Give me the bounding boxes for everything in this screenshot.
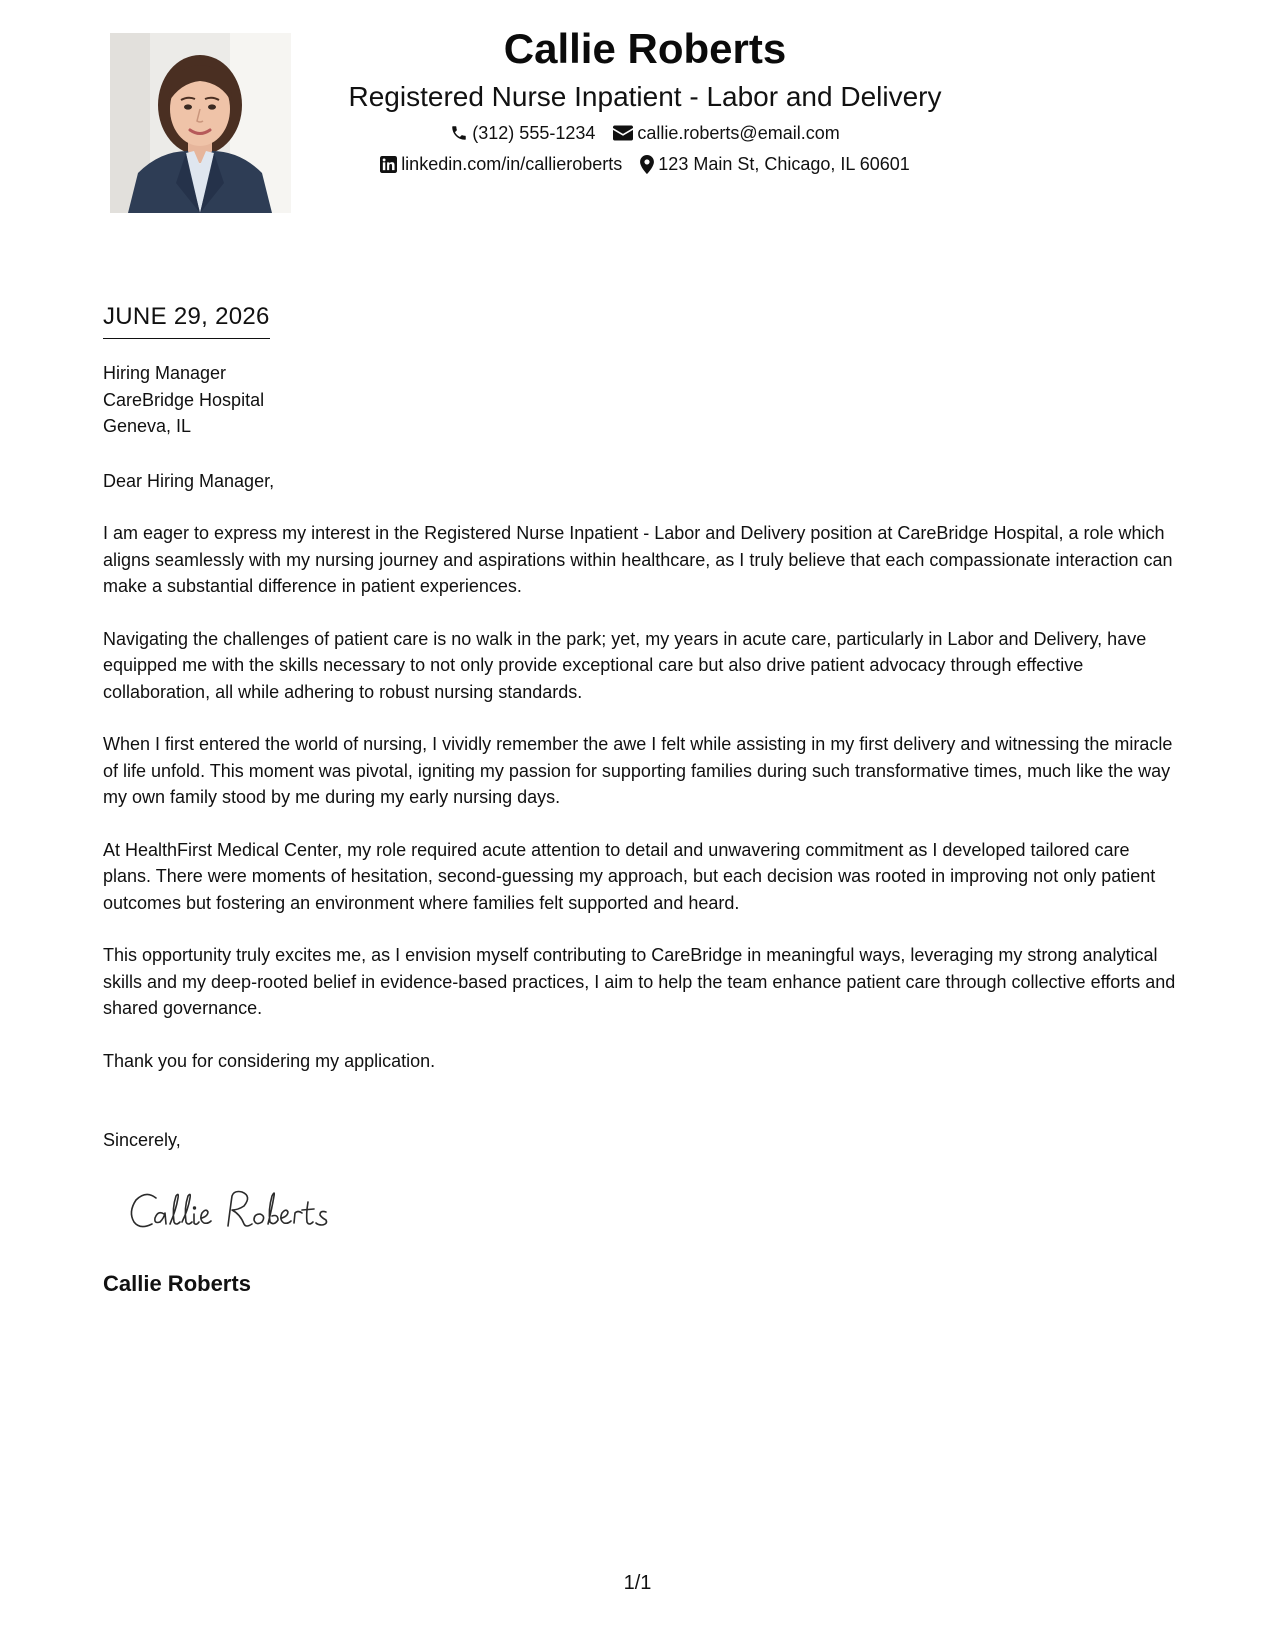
envelope-icon	[613, 125, 633, 141]
phone-icon	[450, 124, 468, 142]
recipient-company: CareBridge Hospital	[103, 389, 265, 410]
address-text: 123 Main St, Chicago, IL 60601	[658, 154, 910, 174]
contact-phone	[450, 121, 595, 145]
letter-body	[103, 360, 1178, 1154]
body-paragraph: At HealthFirst Medical Center, my role required acute attention to detail and unwavering commitment as I developed tailored care plans. There were moments of hesitation, second-guessing my approach, but each decision was rooted in improving not only patient outcomes but fostering an environment where families felt supported and heard.	[103, 839, 1156, 913]
email-link[interactable]: callie.roberts@email.com	[637, 123, 840, 143]
closing-thanks: Thank you for considering my application.	[103, 1050, 436, 1071]
body-paragraph: Navigating the challenges of patient care is no walk in the park; yet, my years in acute care, particularly in Labor and Delivery, have equipped me with the skills necessary to not only provide exceptional care but also drive patient advocacy through effective collaboration, all while adhering to robust nursing standards.	[103, 628, 1147, 702]
recipient-name: Hiring Manager	[103, 363, 227, 383]
phone-number: (312) 555-1234	[472, 123, 596, 143]
signature-drawing	[126, 1180, 356, 1240]
map-marker-icon	[640, 155, 654, 174]
linkedin-link[interactable]: linkedin.com/in/callieroberts	[401, 154, 623, 174]
contact-row-primary	[300, 121, 990, 145]
candidate-name: Callie Roberts	[503, 25, 787, 72]
contact-email[interactable]	[613, 121, 839, 145]
page-number: 1/1	[623, 1572, 652, 1594]
signed-name: Callie Roberts	[103, 1271, 251, 1296]
linkedin-icon	[380, 156, 397, 173]
handwritten-signature	[126, 1180, 356, 1240]
sign-off: Sincerely,	[103, 1130, 181, 1150]
contact-linkedin[interactable]	[380, 152, 622, 176]
recipient-block	[103, 360, 1178, 440]
contact-address	[640, 152, 910, 176]
job-title: Registered Nurse Inpatient - Labor and Delivery	[348, 81, 942, 112]
contact-row-secondary	[300, 152, 990, 176]
portrait-illustration	[110, 33, 291, 213]
body-paragraph: I am eager to express my interest in the Registered Nurse Inpatient - Labor and Delivery position at CareBridge Hospital, a role which aligns seamlessly with my nursing journey and aspirations within healthcare, as I truly believe that each compassionate interaction can make a substantial difference in patient experiences.	[103, 523, 1173, 596]
recipient-location: Geneva, IL	[103, 416, 192, 436]
letter-date: JUNE 29, 2026	[103, 302, 270, 339]
profile-photo	[110, 33, 291, 213]
body-paragraph: This opportunity truly excites me, as I envision myself contributing to CareBridge in meaningful ways, leveraging my strong analytical skills and my deep-rooted belief in evidence-based practices, I aim to help the team enhance patient care through collective efforts and shared governance.	[103, 945, 1176, 1018]
body-paragraph: When I first entered the world of nursing, I vividly remember the awe I felt while assisting in my first delivery and witnessing the miracle of life unfold. This moment was pivotal, igniting my passion for supporting families during such transformative times, much like the way my own family stood by me during my early nursing days.	[103, 734, 1173, 807]
letter-header	[300, 22, 990, 176]
salutation: Dear Hiring Manager,	[103, 470, 275, 491]
